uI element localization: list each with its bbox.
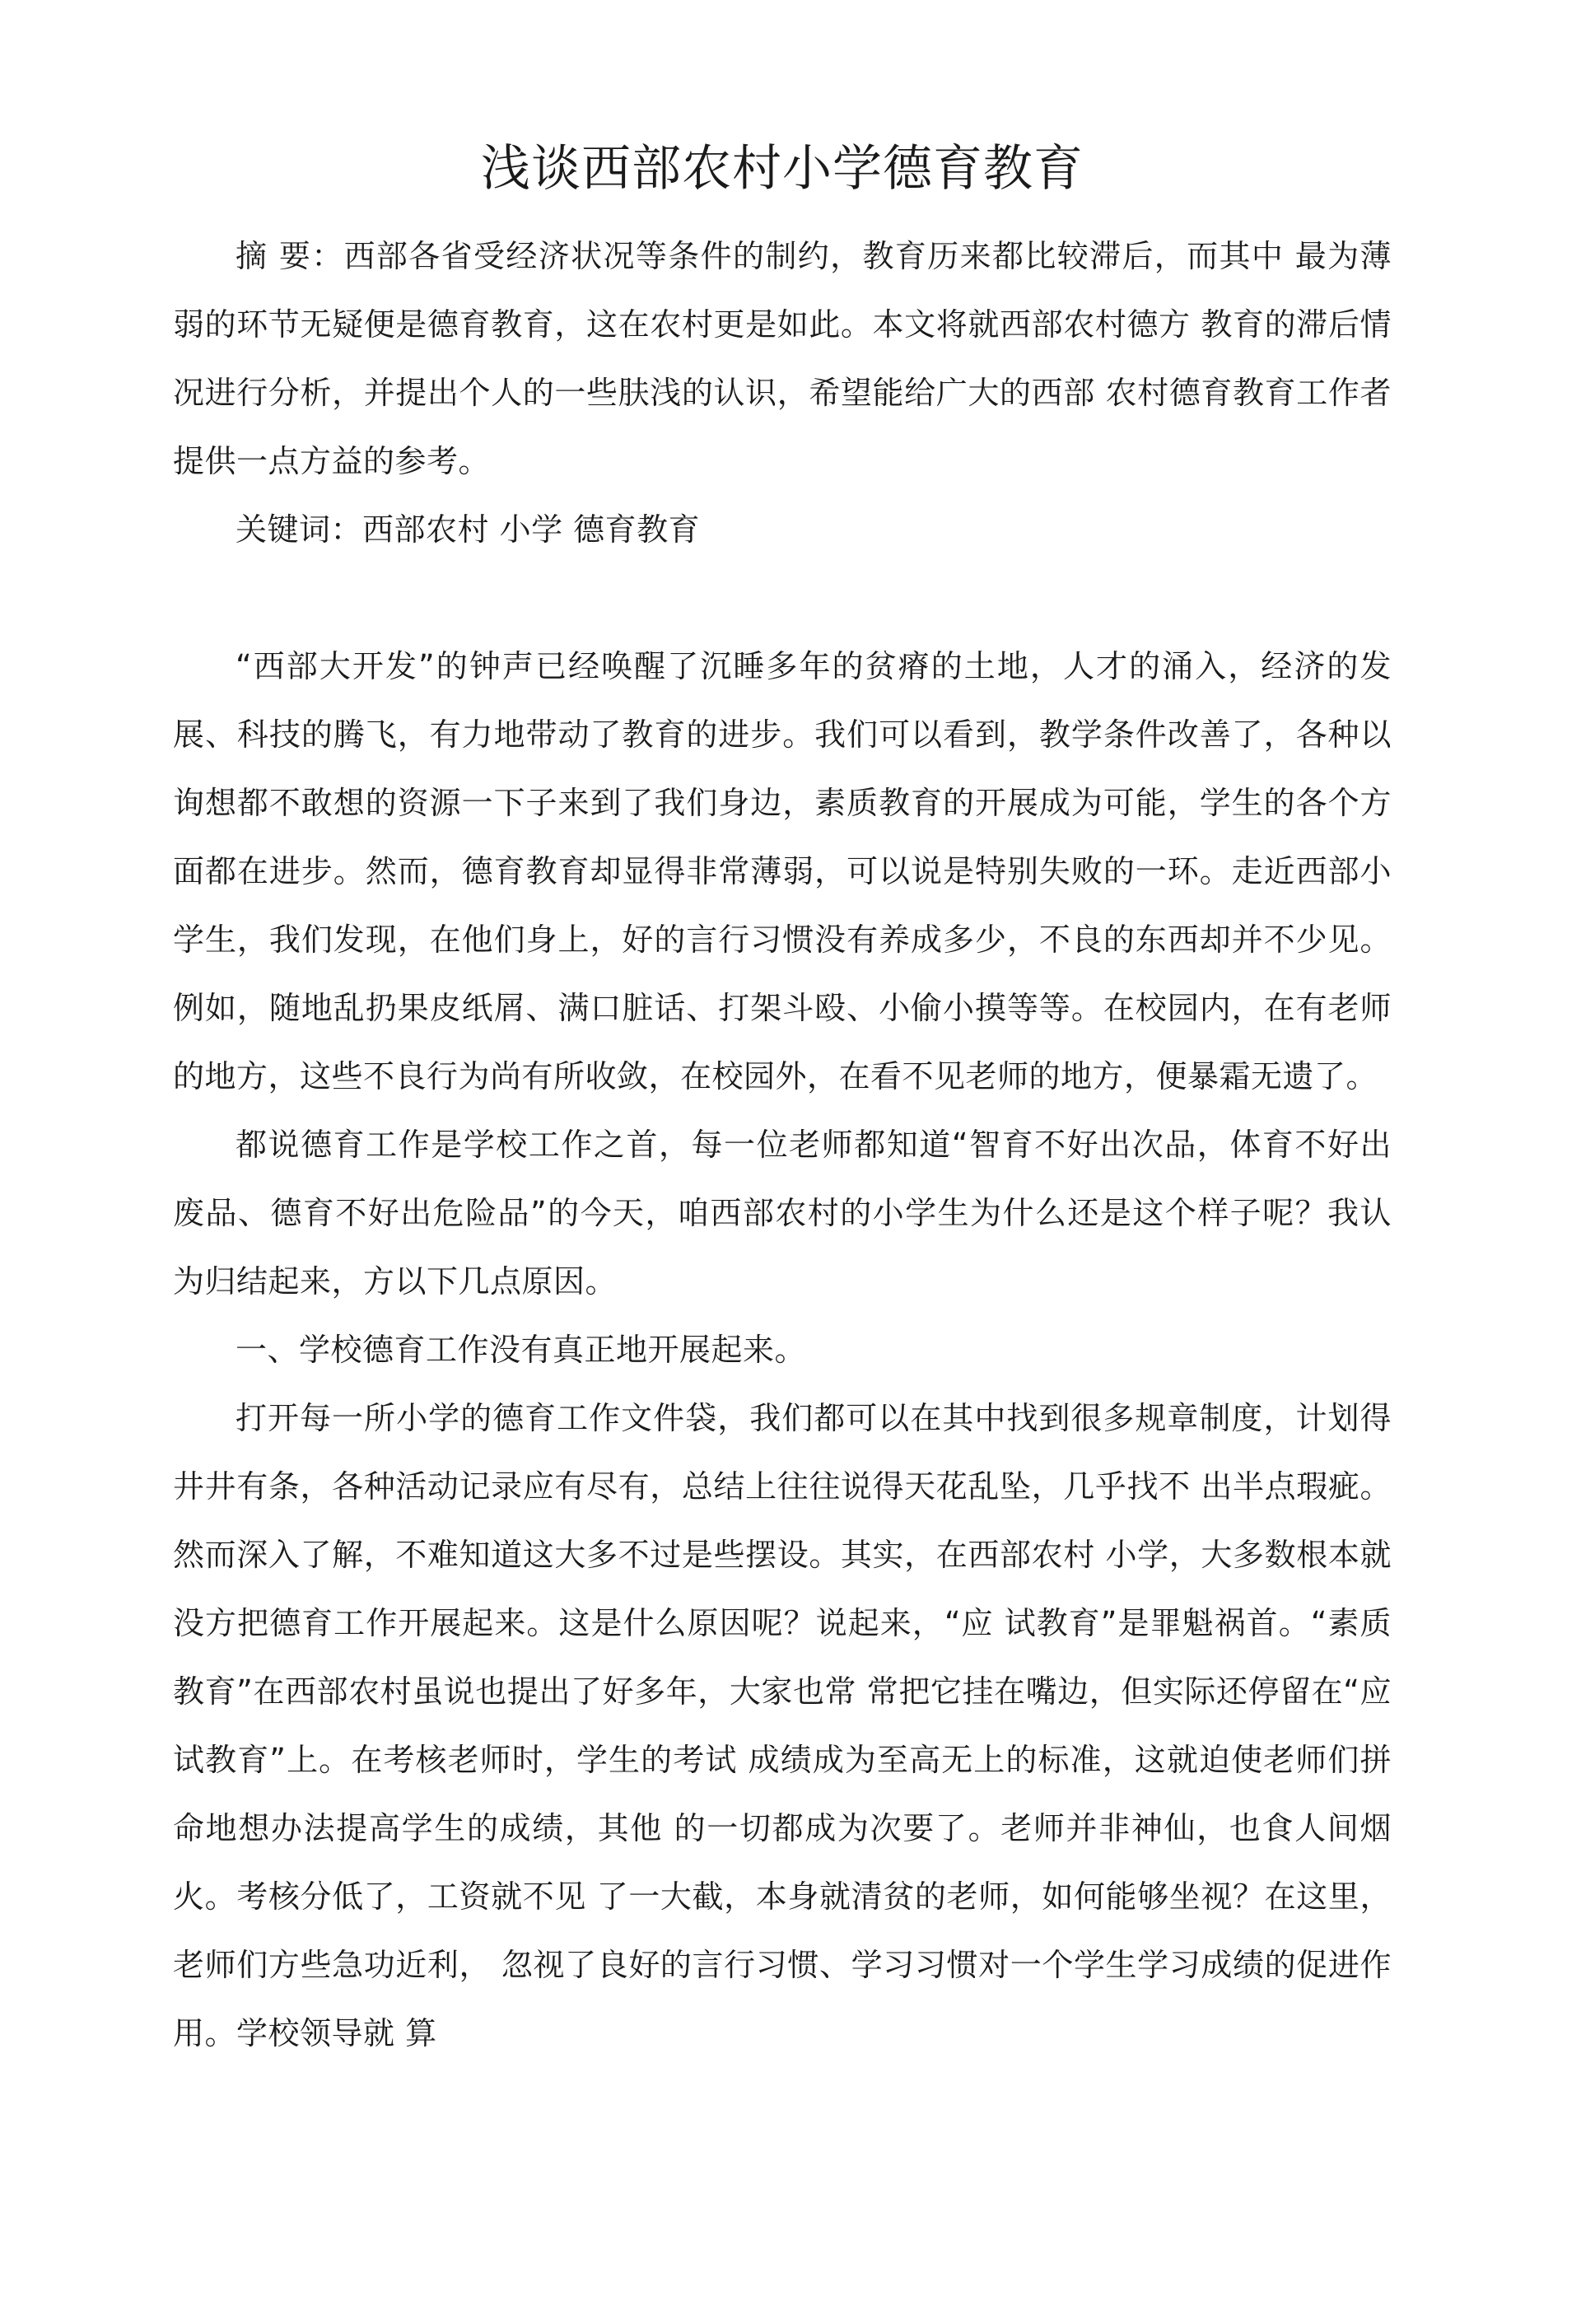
keywords-text: 西部农村 小学 德育教育 <box>362 511 701 548</box>
keywords-paragraph <box>173 496 1392 564</box>
body-paragraph-2: 都说德育工作是学校工作之首，每一位老师都知道“智育不好出次品，体育不好出废品、德育不好出危险品”的今天，咱西部农村的小学生为什么还是这个样子呢？我认为归结起来，方以下几点原因。 <box>173 1127 1392 1300</box>
section-spacer <box>173 564 1392 632</box>
section-heading-1: 一、学校德育工作没有真正地开展起来。 <box>236 1332 807 1368</box>
abstract-text: 西部各省受经济状况等条件的制约，教育历来都比较滞后，而其中 最为薄弱的环节无疑便是德育教育，这在农村更是如此。本文将就西部农村德方 教育的滞后情况进行分析，并提出个人的一些肤浅的认识，希望能给广大的西部 农村德育教育工作者提供一点方益的参考。 <box>173 238 1392 479</box>
body-paragraph-1: “西部大开发”的钟声已经唤醒了沉睡多年的贫瘠的土地，人才的涌入，经济的发展、科技的腾飞，有力地带动了教育的进步。我们可以看到，教学条件改善了，各种以询想都不敢想的资源一下子来到了我们身边，素质教育的开展成为可能，学生的各个方面都在进步。然而，德育教育却显得非常薄弱，可以说是特别失败的一环。走近西部小学生，我们发现，在他们身上，好的言行习惯没有养成多少，不良的东西却并不少见。例如，随地乱扔果皮纸屑、满口脏话、打架斗殴、小偷小摸等等。在校园内，在有老师的地方，这些不良行为尚有所收敛，在校园外，在看不见老师的地方，便暴霜无遗了。 <box>173 648 1392 1094</box>
body-paragraph-3: 打开每一所小学的德育工作文件袋，我们都可以在其中找到很多规章制度，计划得井井有条，各种活动记录应有尽有，总结上往往说得天花乱坠，几乎找不 出半点瑕疵。然而深入了解，不难知道这大多不过是些摆设。其实，在西部农村 小学，大多数根本就没方把德育工作开展起来。这是什么原因呢？说起来，“应 试教育”是罪魁祸首。“素质教育”在西部农村虽说也提出了好多年，大家也常 常把它挂在嘴边，但实际还停留在“应试教育”上。在考核老师时，学生的考试 成绩成为至高无上的标准，这就迫使老师们拼命地想办法提高学生的成绩，其他 的一切都成为次要了。老师并非神仙，也食人间烟火。考核分低了，工资就不见 了一大截，本身就清贫的老师，如何能够坐视？在这里，老师们方些急功近利， 忽视了良好的言行习惯、学习习惯对一个学生学习成绩的促进作用。学校领导就 算 <box>173 1400 1392 2051</box>
abstract-label: 摘 要： <box>236 238 344 274</box>
keywords-label: 关键词： <box>236 511 363 548</box>
abstract-paragraph <box>173 222 1392 496</box>
document-content <box>173 124 1392 2068</box>
document-title: 浅谈西部农村小学德育教育 <box>481 140 1084 198</box>
